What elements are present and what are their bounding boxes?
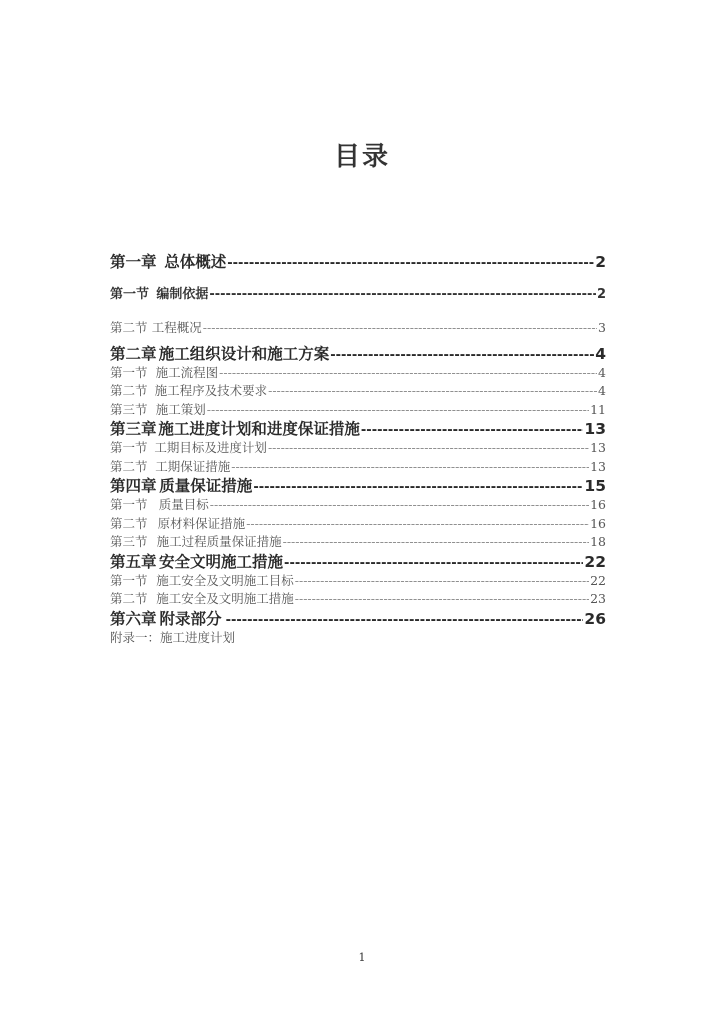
page-ref: 16 <box>590 515 606 531</box>
page-ref: 13 <box>584 420 606 438</box>
toc-section[interactable] <box>110 401 606 420</box>
section-title: 工程概况 <box>151 320 202 335</box>
dot-leader <box>283 533 589 552</box>
chapter-title: 施工组织设计和施工方案 <box>158 344 330 363</box>
section-title: 施工程序及技术要求 <box>154 383 268 398</box>
section-label: 第三节 <box>110 534 148 549</box>
page-ref: 13 <box>590 458 606 474</box>
section-label: 第一节 <box>110 364 148 380</box>
dot-leader <box>284 552 583 572</box>
page-ref: 26 <box>584 609 606 628</box>
section-label: 第一节 <box>110 440 148 455</box>
toc-section[interactable] <box>110 439 606 458</box>
chapter-title: 安全文明施工措施 <box>159 552 284 571</box>
toc-section[interactable] <box>110 572 606 591</box>
page-ref: 2 <box>595 253 606 271</box>
page-ref: 4 <box>598 383 606 398</box>
section-title: 施工流程图 <box>155 364 219 380</box>
page-ref: 22 <box>590 572 606 588</box>
page-ref: 22 <box>584 552 606 571</box>
toc-chapter-3[interactable] <box>110 419 606 439</box>
section-label: 第二节 <box>110 458 148 474</box>
toc-chapter-2[interactable] <box>110 344 606 364</box>
toc-appendix[interactable] <box>110 629 606 647</box>
section-label: 第三节 <box>110 401 148 417</box>
dot-leader <box>330 344 594 364</box>
chapter-label: 第五章 <box>110 552 157 571</box>
appendix-label: 附录一： <box>110 629 161 645</box>
chapter-label: 第一章 <box>110 253 157 271</box>
page-number: 1 <box>358 951 366 964</box>
dot-leader <box>361 419 584 439</box>
toc-chapter-1[interactable] <box>110 252 606 272</box>
appendix-title: 施工进度计划 <box>160 629 236 645</box>
section-title: 原材料保证措施 <box>157 515 246 531</box>
page-ref: 3 <box>598 320 606 335</box>
page-ref: 11 <box>590 401 606 417</box>
dot-leader <box>231 458 589 477</box>
toc-section[interactable] <box>110 382 606 401</box>
chapter-label: 第二章 <box>110 344 157 363</box>
section-title: 工期保证措施 <box>155 458 231 474</box>
page-ref: 2 <box>596 287 606 302</box>
toc-section[interactable] <box>110 590 606 609</box>
dot-leader <box>219 364 597 383</box>
dot-leader <box>227 252 594 272</box>
section-label: 第二节 <box>110 591 148 606</box>
toc-section[interactable] <box>110 496 606 515</box>
toc-section[interactable] <box>110 364 606 383</box>
page-title: 目录 <box>333 142 390 172</box>
dot-leader <box>268 439 589 458</box>
dot-leader <box>268 382 597 401</box>
page-ref: 4 <box>598 364 606 380</box>
dot-leader <box>207 401 589 420</box>
toc-chapter-4[interactable] <box>110 476 606 496</box>
chapter-label: 第四章 <box>110 477 157 495</box>
toc-section[interactable] <box>110 533 606 552</box>
page-ref: 16 <box>590 497 606 512</box>
dot-leader <box>226 609 584 629</box>
section-label: 第二节 <box>110 515 148 531</box>
dot-leader <box>253 476 583 496</box>
toc-section[interactable] <box>110 458 606 477</box>
section-title: 编制依据 <box>156 287 209 302</box>
toc-section[interactable] <box>110 286 606 304</box>
section-title: 施工策划 <box>155 401 206 417</box>
toc-chapter-6[interactable] <box>110 609 606 629</box>
dot-leader <box>246 515 589 534</box>
page-ref: 18 <box>590 534 606 549</box>
page-ref: 13 <box>590 440 606 455</box>
section-title: 施工过程质量保证措施 <box>156 534 282 549</box>
chapter-title: 总体概述 <box>164 253 227 271</box>
chapter-title: 附录部分 <box>159 609 222 628</box>
section-title: 施工安全及文明施工目标 <box>156 572 294 588</box>
toc-section[interactable] <box>110 319 606 338</box>
toc-chapter-5[interactable] <box>110 552 606 572</box>
page-ref: 23 <box>590 591 606 606</box>
section-title: 质量目标 <box>158 497 209 512</box>
section-label: 第二节 <box>110 320 148 335</box>
chapter-title: 施工进度计划和进度保证措施 <box>158 420 360 438</box>
dot-leader <box>203 319 597 338</box>
section-label: 第二节 <box>110 383 148 398</box>
section-label: 第一节 <box>110 497 148 512</box>
toc-section[interactable] <box>110 515 606 534</box>
page-ref: 15 <box>584 477 606 495</box>
dot-leader <box>210 496 589 515</box>
section-title: 工期目标及进度计划 <box>154 440 267 455</box>
section-label: 第一节 <box>110 572 148 588</box>
dot-leader <box>295 590 589 609</box>
dot-leader <box>209 286 596 304</box>
dot-leader <box>295 572 589 591</box>
chapter-title: 质量保证措施 <box>159 477 253 495</box>
page-ref: 4 <box>595 344 606 363</box>
chapter-label: 第六章 <box>110 609 157 628</box>
table-of-contents <box>110 252 606 647</box>
section-title: 施工安全及文明施工措施 <box>156 591 294 606</box>
section-label: 第一节 <box>110 287 150 302</box>
chapter-label: 第三章 <box>110 420 157 438</box>
